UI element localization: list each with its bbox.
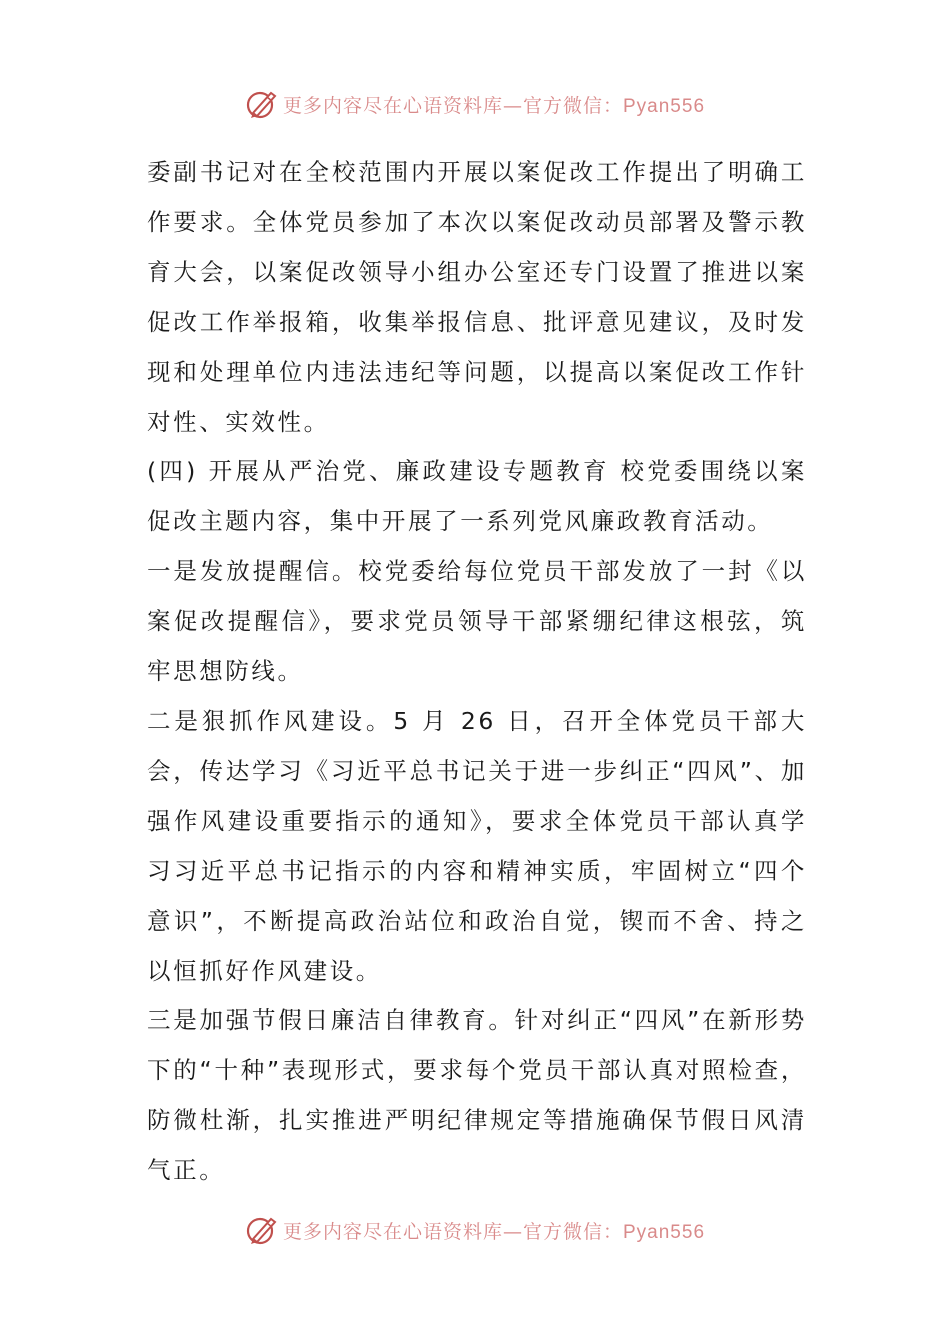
paragraph-item-2: 二是狠抓作风建设。5 月 26 日，召开全体党员干部大会，传达学习《习近平总书记关于进一步纠正“四风”、加强作风建设重要指示的通知》，要求全体党员干部认真学习习近平总书记指示的内容和精神实质，牢固树立“四个意识”，不断提高政治站位和政治自觉，锲而不舍、持之以恒抓好作风建设。	[147, 706, 807, 985]
paragraph-item-1: 一是发放提醒信。校党委给每位党员干部发放了一封《以案促改提醒信》，要求党员领导干部紧绷纪律这根弦，筑牢思想防线。	[147, 557, 807, 686]
banner-text: 更多内容尽在心语资料库—官方微信：Pyan556	[282, 94, 706, 117]
header-watermark-banner	[0, 86, 950, 122]
wechat-id: Pyan556	[623, 1221, 706, 1243]
document-body	[147, 148, 807, 1196]
paragraph-1: 委副书记对在全校范围内开展以案促改工作提出了明确工作要求。全体党员参加了本次以案促改动员部署及警示教育大会，以案促改领导小组办公室还专门设置了推进以案促改工作举报箱，收集举报信息、批评意见建议，及时发现和处理单位内违法违纪等问题，以提高以案促改工作针对性、实效性。	[147, 158, 807, 436]
paragraph-section-4: (四) 开展从严治党、廉政建设专题教育 校党委围绕以案促改主题内容，集中开展了一系列党风廉政教育活动。	[147, 457, 807, 536]
wechat-id: Pyan556	[623, 95, 706, 117]
banner-text: 更多内容尽在心语资料库—官方微信：Pyan556	[282, 1220, 706, 1243]
paragraph-item-3: 三是加强节假日廉洁自律教育。针对纠正“四风”在新形势下的“十种”表现形式，要求每个党员干部认真对照检查，防微杜渐，扎实推进严明纪律规定等措施确保节假日风清气正。	[147, 1006, 807, 1185]
footer-watermark-banner	[0, 1212, 950, 1248]
pen-logo-icon	[245, 1213, 279, 1247]
pen-logo-icon	[245, 87, 279, 121]
